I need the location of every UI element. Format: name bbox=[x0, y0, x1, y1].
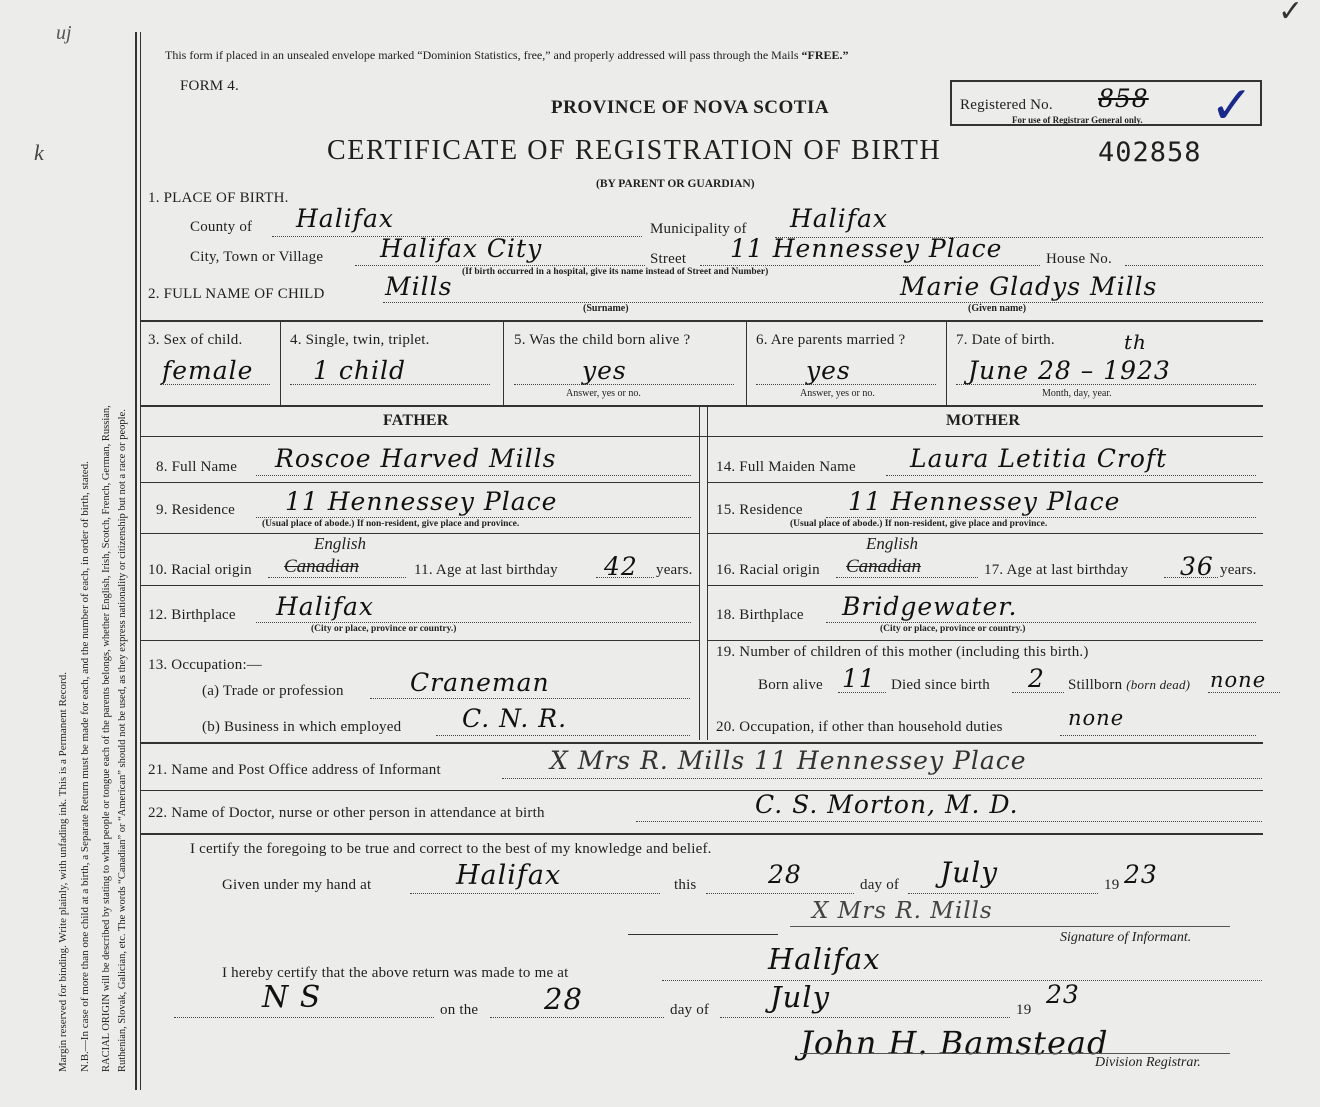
informant-signature-line bbox=[790, 926, 1230, 927]
city-label: City, Town or Village bbox=[190, 249, 324, 265]
year-prefix: 19 bbox=[1104, 877, 1120, 893]
children-count-label: 19. Number of children of this mother (including this birth.) bbox=[716, 644, 1089, 660]
margin-note-2: N.B.—In case of more than one child at a birth, a Separate Return must be made for each, and the number of each, in order of birth, stated. bbox=[79, 461, 91, 1072]
surname-caption: (Surname) bbox=[583, 303, 629, 314]
mother-name-line bbox=[886, 475, 1256, 476]
father-residence-label: 9. Residence bbox=[156, 502, 236, 518]
row3-top bbox=[140, 320, 1263, 322]
business-line bbox=[436, 735, 690, 736]
corner-checkmark-icon: ✓ bbox=[1278, 0, 1304, 29]
margin-ink-mark-2: uj bbox=[56, 22, 72, 44]
return-month-line bbox=[720, 1017, 1010, 1018]
county-label: County of bbox=[190, 219, 253, 235]
day-line bbox=[706, 893, 854, 894]
row3-bottom bbox=[140, 405, 1263, 407]
certify-statement: I certify the foregoing to be true and correct to the best of my knowledge and belief. bbox=[190, 841, 712, 857]
father-name-value: Roscoe Harved Mills bbox=[275, 444, 557, 473]
father-age-value: 42 bbox=[604, 552, 638, 581]
mother-birthplace-value: Bridgewater. bbox=[842, 592, 1018, 621]
mother-residence-caption: (Usual place of abode.) If non-resident, give place and province. bbox=[790, 519, 1048, 529]
day-of-label: day of bbox=[860, 877, 900, 893]
mother-row-4 bbox=[707, 640, 1263, 641]
mother-race-value: English bbox=[866, 534, 918, 553]
married-value: yes bbox=[806, 356, 851, 385]
given-place-line bbox=[410, 893, 660, 894]
margin-note-4: Ruthenian, Slovak, Galician, etc. The words “Canadian” or “American” should not be used, as they express nationality or citizenship but not a race or people. bbox=[117, 409, 128, 1072]
father-name-line bbox=[256, 475, 691, 476]
certificate-title: CERTIFICATE OF REGISTRATION OF BIRTH bbox=[327, 135, 942, 166]
given-caption: (Given name) bbox=[968, 303, 1027, 314]
mother-race-struck: Canadian bbox=[846, 556, 921, 577]
parents-bottom-line bbox=[140, 742, 1263, 744]
mother-row-3 bbox=[707, 585, 1263, 586]
sex-value: female bbox=[162, 356, 254, 385]
return-day-line bbox=[490, 1017, 664, 1018]
street-value: 11 Hennessey Place bbox=[730, 234, 1003, 263]
mother-residence-line bbox=[826, 517, 1256, 518]
father-age-label: 11. Age at last birthday bbox=[414, 562, 558, 578]
father-occupation-label: 13. Occupation:— bbox=[148, 657, 263, 673]
father-birthplace-value: Halifax bbox=[276, 592, 374, 621]
born-alive-label: 5. Was the child born alive ? bbox=[514, 332, 691, 348]
certify-top-line bbox=[140, 833, 1263, 835]
dob-caption: Month, day, year. bbox=[1042, 388, 1112, 399]
father-row-4 bbox=[140, 640, 699, 641]
mother-row-2 bbox=[707, 533, 1263, 534]
mother-occupation-value: none bbox=[1068, 706, 1125, 730]
sig-short-line bbox=[628, 934, 778, 935]
return-year-value: 23 bbox=[1046, 980, 1080, 1009]
father-heading: FATHER bbox=[383, 412, 449, 429]
dob-label: 7. Date of birth. bbox=[956, 332, 1055, 348]
father-race-label: 10. Racial origin bbox=[148, 562, 252, 578]
street-label: Street bbox=[650, 251, 687, 267]
registrar-label: Division Registrar. bbox=[1095, 1055, 1201, 1070]
street-line bbox=[700, 265, 1040, 266]
registered-number: 858 bbox=[1098, 84, 1149, 113]
informant-signature: X Mrs R. Mills bbox=[812, 898, 993, 924]
row3-div1 bbox=[280, 322, 281, 405]
father-birthplace-label: 12. Birthplace bbox=[148, 607, 236, 623]
mother-row-1 bbox=[707, 482, 1263, 483]
died-value: 2 bbox=[1028, 664, 1045, 693]
trade-value: Craneman bbox=[410, 668, 550, 697]
business-value: C. N. R. bbox=[462, 704, 568, 733]
mail-notice: This form if placed in an unsealed envelope marked “Dominion Statistics, free,” and properly addressed will pass through the Mails “FREE.” bbox=[165, 48, 849, 62]
doctor-line bbox=[636, 821, 1262, 822]
married-caption: Answer, yes or no. bbox=[800, 388, 875, 399]
row3-div2 bbox=[503, 322, 504, 405]
born-alive-caption: Answer, yes or no. bbox=[566, 388, 641, 399]
year-value: 23 bbox=[1124, 860, 1158, 889]
informant-bottom-line bbox=[140, 790, 1263, 791]
married-label: 6. Are parents married ? bbox=[756, 332, 906, 348]
return-day-value: 28 bbox=[544, 982, 583, 1016]
mother-residence-label: 15. Residence bbox=[716, 502, 803, 518]
child-name-label: 2. FULL NAME OF CHILD bbox=[148, 286, 325, 302]
child-name-line bbox=[383, 302, 1263, 303]
trade-label: (a) Trade or profession bbox=[202, 683, 344, 699]
father-residence-value: 11 Hennessey Place bbox=[285, 487, 558, 516]
father-row-1 bbox=[140, 482, 699, 483]
father-name-label: 8. Full Name bbox=[156, 459, 238, 475]
margin-ink-mark: k bbox=[34, 140, 44, 165]
parents-divider bbox=[699, 406, 700, 740]
row3-div3 bbox=[746, 322, 747, 405]
plurality-label: 4. Single, twin, triplet. bbox=[290, 332, 430, 348]
hospital-note: (If birth occurred in a hospital, give its name instead of Street and Number) bbox=[462, 267, 769, 277]
return-place-value: Halifax bbox=[768, 942, 881, 976]
house-label: House No. bbox=[1046, 251, 1112, 267]
mother-heading: MOTHER bbox=[946, 412, 1021, 429]
died-label: Died since birth bbox=[891, 677, 991, 693]
city-value: Halifax City bbox=[380, 234, 543, 263]
born-alive-count-label: Born alive bbox=[758, 677, 823, 693]
mother-birthplace-label: 18. Birthplace bbox=[716, 607, 804, 623]
province-heading: PROVINCE OF NOVA SCOTIA bbox=[551, 97, 830, 118]
mother-age-label: 17. Age at last birthday bbox=[984, 562, 1129, 578]
father-race-value: English bbox=[314, 534, 366, 553]
father-residence-caption: (Usual place of abode.) If non-resident, give place and province. bbox=[262, 519, 520, 529]
month-value: July bbox=[940, 856, 999, 889]
parents-divider-2 bbox=[707, 406, 708, 740]
doctor-value: C. S. Morton, M. D. bbox=[755, 790, 1019, 819]
city-line bbox=[355, 265, 645, 266]
doctor-label: 22. Name of Doctor, nurse or other person in attendance at birth bbox=[148, 805, 545, 821]
day-value: 28 bbox=[768, 860, 802, 889]
informant-value: X Mrs R. Mills 11 Hennessey Place bbox=[550, 746, 1027, 775]
trade-line bbox=[370, 698, 690, 699]
mother-name-value: Laura Letitia Croft bbox=[910, 444, 1168, 473]
registrar-signature: John H. Bamstead bbox=[800, 1024, 1109, 1062]
parents-header-line bbox=[140, 436, 1263, 437]
dob-suffix: th bbox=[1124, 330, 1147, 354]
return-day-of-label: day of bbox=[670, 1002, 710, 1018]
stillborn-line bbox=[1208, 692, 1280, 693]
born-alive-value: yes bbox=[582, 356, 627, 385]
return-year-prefix: 19 bbox=[1016, 1002, 1032, 1018]
mother-name-label: 14. Full Maiden Name bbox=[716, 459, 856, 475]
return-place-line bbox=[662, 980, 1262, 981]
on-the-label: on the bbox=[440, 1002, 479, 1018]
mother-age-unit: years. bbox=[1220, 562, 1257, 578]
this-label: this bbox=[674, 877, 697, 893]
mother-occupation-label: 20. Occupation, if other than household duties bbox=[716, 719, 1003, 735]
month-line bbox=[908, 893, 1098, 894]
father-row-3 bbox=[140, 585, 699, 586]
return-place2-line bbox=[174, 1017, 434, 1018]
row3-div4 bbox=[946, 322, 947, 405]
margin-note-1: Margin reserved for binding. Write plainly, with unfading ink. This is a Permanent Record. bbox=[57, 672, 69, 1072]
return-place2-value: N S bbox=[262, 980, 322, 1015]
form-number: FORM 4. bbox=[180, 78, 239, 94]
return-statement: I hereby certify that the above return was made to me at bbox=[222, 965, 569, 981]
stillborn-value: none bbox=[1210, 668, 1267, 692]
child-given-name: Marie Gladys Mills bbox=[900, 272, 1158, 301]
father-age-unit: years. bbox=[656, 562, 693, 578]
plurality-value: 1 child bbox=[313, 356, 406, 385]
informant-label: 21. Name and Post Office address of Informant bbox=[148, 762, 441, 778]
certificate-number: 402858 bbox=[1098, 137, 1202, 168]
dob-value: June 28 – 1923 bbox=[968, 356, 1171, 385]
father-race-struck: Canadian bbox=[284, 556, 359, 577]
stillborn-label: Stillborn (born dead) bbox=[1068, 677, 1191, 693]
father-residence-line bbox=[256, 517, 691, 518]
mother-occupation-line bbox=[1060, 735, 1256, 736]
return-month-value: July bbox=[770, 980, 830, 1014]
margin-note-3: RACIAL ORIGIN will be described by stating to what people or tongue each of the parents belongs, whether English, Irish, Scotch, French, German, Russian, bbox=[101, 405, 112, 1072]
mother-birthplace-caption: (City or place, province or country.) bbox=[880, 624, 1026, 634]
mother-birthplace-line bbox=[826, 622, 1256, 623]
business-label: (b) Business in which employed bbox=[202, 719, 402, 735]
municipality-value: Halifax bbox=[790, 204, 888, 233]
registered-label: Registered No. bbox=[960, 97, 1053, 113]
informant-signature-label: Signature of Informant. bbox=[1060, 930, 1192, 945]
child-surname: Mills bbox=[385, 272, 453, 301]
sex-label: 3. Sex of child. bbox=[148, 332, 243, 348]
father-birthplace-line bbox=[256, 622, 691, 623]
binding-margin-line bbox=[135, 32, 137, 1090]
father-birthplace-caption: (City or place, province or country.) bbox=[311, 624, 457, 634]
house-line bbox=[1125, 265, 1263, 266]
mother-residence-value: 11 Hennessey Place bbox=[848, 487, 1121, 516]
born-alive-count-value: 11 bbox=[842, 664, 876, 693]
registered-note: For use of Registrar General only. bbox=[1012, 115, 1143, 125]
checkmark-icon: ✓ bbox=[1210, 76, 1254, 136]
mother-race-label: 16. Racial origin bbox=[716, 562, 820, 578]
mother-age-value: 36 bbox=[1180, 552, 1214, 581]
binding-margin-line-inner bbox=[140, 32, 141, 1090]
certificate-subtitle: (BY PARENT OR GUARDIAN) bbox=[596, 178, 755, 190]
registrar-signature-line bbox=[800, 1053, 1230, 1054]
given-under-label: Given under my hand at bbox=[222, 877, 372, 893]
place-heading: 1. PLACE OF BIRTH. bbox=[148, 190, 289, 206]
county-value: Halifax bbox=[296, 204, 394, 233]
father-row-2 bbox=[140, 533, 699, 534]
given-place-value: Halifax bbox=[456, 860, 562, 891]
informant-line bbox=[502, 778, 1262, 779]
municipality-label: Municipality of bbox=[650, 221, 747, 237]
